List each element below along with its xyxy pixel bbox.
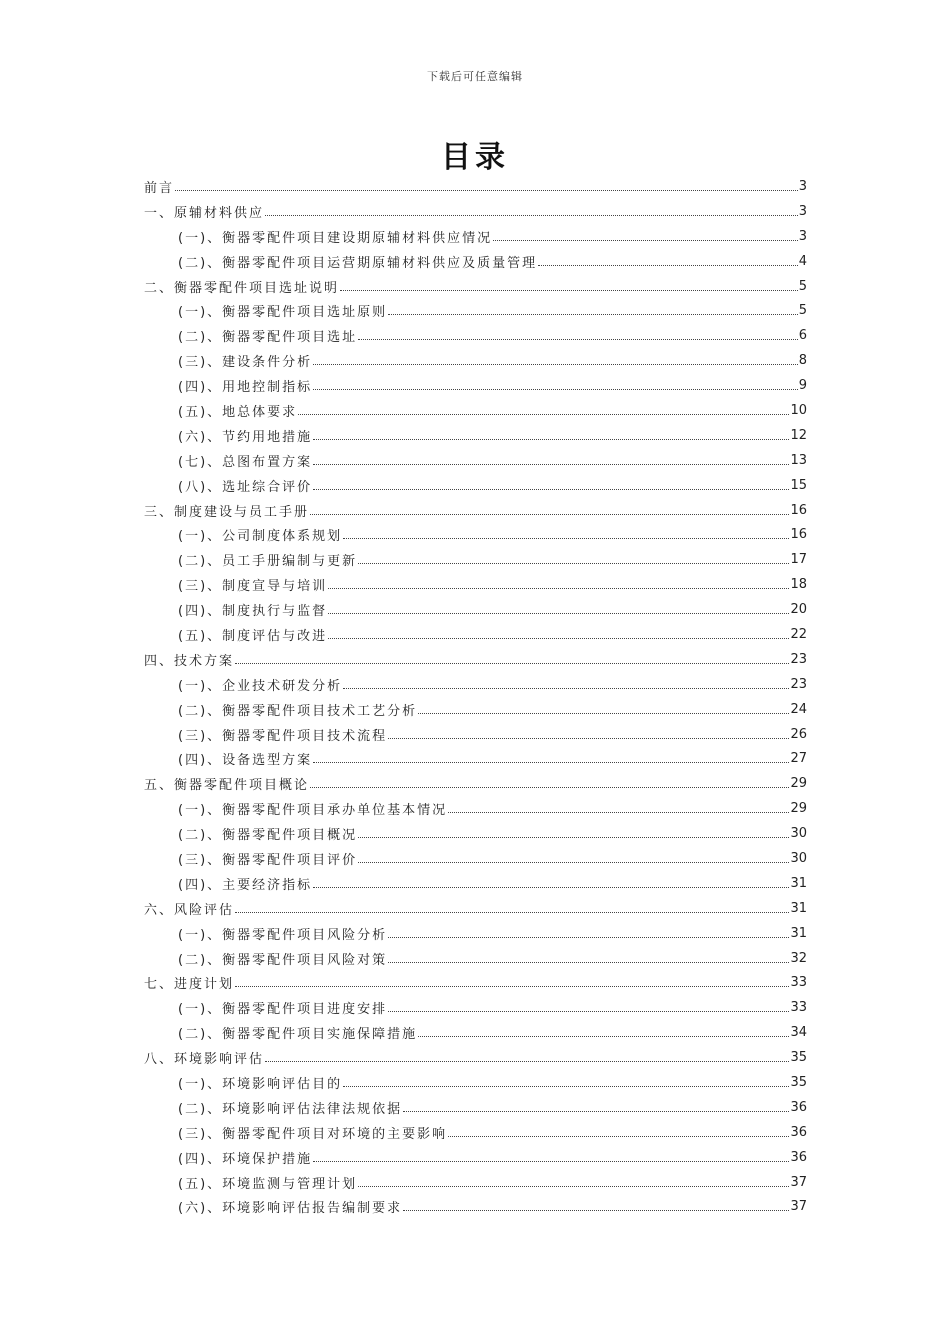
toc-entry-label: (二)、衡器零配件项目选址 — [178, 330, 358, 346]
toc-entry-label: (二)、衡器零配件项目风险对策 — [178, 952, 388, 968]
toc-entry-page: 15 — [790, 477, 807, 493]
toc-entry-label: (五)、制度评估与改进 — [178, 628, 328, 644]
toc-entry-label: 四、技术方案 — [144, 653, 235, 669]
toc-entry[interactable] — [144, 398, 807, 423]
toc-entry-label: (二)、衡器零配件项目概况 — [178, 828, 358, 844]
toc-leader-dots — [358, 339, 798, 340]
toc-entry-page: 36 — [790, 1149, 807, 1165]
toc-entry[interactable] — [144, 323, 807, 348]
toc-entry-page: 3 — [798, 178, 807, 194]
page-title: 目录 — [441, 140, 509, 175]
toc-leader-dots — [343, 538, 789, 539]
toc-leader-dots — [175, 190, 798, 191]
toc-leader-dots — [313, 887, 789, 888]
toc-entry-label: (一)、衡器零配件项目承办单位基本情况 — [178, 803, 448, 819]
toc-entry[interactable] — [144, 473, 807, 498]
toc-leader-dots — [310, 787, 789, 788]
toc-entry-page: 16 — [790, 527, 807, 543]
toc-leader-dots — [418, 713, 789, 714]
toc-entry-label: 一、原辅材料供应 — [144, 205, 265, 221]
toc-leader-dots — [313, 1161, 789, 1162]
toc-leader-dots — [343, 688, 789, 689]
toc-entry-page: 33 — [790, 1000, 807, 1016]
toc-leader-dots — [358, 1186, 789, 1187]
toc-leader-dots — [403, 1210, 789, 1211]
toc-leader-dots — [343, 1086, 789, 1087]
toc-entry-page: 9 — [798, 378, 807, 394]
toc-entry-label: (八)、选址综合评价 — [178, 479, 313, 495]
toc-entry[interactable] — [144, 697, 807, 722]
toc-entry-page: 33 — [790, 975, 807, 991]
toc-entry[interactable] — [144, 274, 807, 299]
toc-leader-dots — [235, 912, 789, 913]
toc-leader-dots — [388, 962, 789, 963]
toc-entry-page: 30 — [790, 826, 807, 842]
toc-entry[interactable] — [144, 1120, 807, 1145]
toc-entry[interactable] — [144, 348, 807, 373]
toc-entry-page: 5 — [798, 303, 807, 319]
toc-entry-page: 30 — [790, 850, 807, 866]
toc-leader-dots — [310, 514, 789, 515]
toc-entry-page: 23 — [790, 676, 807, 692]
toc-entry[interactable] — [144, 871, 807, 896]
toc-entry-label: (七)、总图布置方案 — [178, 454, 313, 470]
toc-entry-label: (三)、建设条件分析 — [178, 355, 313, 371]
toc-entry-label: (一)、衡器零配件项目选址原则 — [178, 305, 388, 321]
toc-entry-page: 12 — [790, 427, 807, 443]
toc-leader-dots — [235, 986, 789, 987]
toc-entry-page: 31 — [790, 875, 807, 891]
toc-entry[interactable] — [144, 896, 807, 921]
toc-leader-dots — [328, 588, 789, 589]
toc-leader-dots — [538, 265, 798, 266]
toc-entry-page: 8 — [798, 353, 807, 369]
toc-entry[interactable] — [144, 971, 807, 996]
toc-entry-page: 31 — [790, 925, 807, 941]
toc-leader-dots — [403, 1111, 789, 1112]
toc-entry-page: 31 — [790, 900, 807, 916]
toc-entry[interactable] — [144, 423, 807, 448]
toc-leader-dots — [418, 1036, 789, 1037]
toc-leader-dots — [313, 364, 798, 365]
toc-entry-label: (二)、衡器零配件项目实施保障措施 — [178, 1027, 418, 1043]
toc-entry-page: 16 — [790, 502, 807, 518]
toc-entry-page: 26 — [790, 726, 807, 742]
toc-entry-label: 八、环境影响评估 — [144, 1052, 265, 1068]
toc-entry-page: 23 — [790, 651, 807, 667]
toc-entry-page: 17 — [790, 552, 807, 568]
toc-entry[interactable] — [144, 373, 807, 398]
toc-entry[interactable] — [144, 448, 807, 473]
toc-leader-dots — [265, 215, 798, 216]
toc-entry-label: (二)、员工手册编制与更新 — [178, 554, 358, 570]
toc-entry-page: 37 — [790, 1199, 807, 1215]
toc-entry-page: 34 — [790, 1025, 807, 1041]
toc-entry-label: (三)、衡器零配件项目评价 — [178, 852, 358, 868]
toc-entry[interactable] — [144, 1045, 807, 1070]
toc-entry[interactable] — [144, 174, 807, 199]
toc-entry-label: 三、制度建设与员工手册 — [144, 504, 310, 520]
toc-entry[interactable] — [144, 995, 807, 1020]
toc-entry-label: (五)、地总体要求 — [178, 404, 298, 420]
toc-entry[interactable] — [144, 1145, 807, 1170]
toc-leader-dots — [493, 240, 798, 241]
toc-leader-dots — [358, 563, 789, 564]
toc-entry[interactable] — [144, 1195, 807, 1220]
toc-entry-label: (一)、衡器零配件项目建设期原辅材料供应情况 — [178, 230, 493, 246]
toc-entry-label: (二)、衡器零配件项目运营期原辅材料供应及质量管理 — [178, 255, 538, 271]
toc-entry-page: 36 — [790, 1099, 807, 1115]
toc-entry[interactable] — [144, 249, 807, 274]
toc-entry-label: (六)、节约用地措施 — [178, 429, 313, 445]
toc-entry-label: (四)、用地控制指标 — [178, 380, 313, 396]
toc-leader-dots — [388, 937, 789, 938]
toc-entry[interactable] — [144, 821, 807, 846]
toc-entry-label: 五、衡器零配件项目概论 — [144, 778, 310, 794]
toc-entry-label: (一)、公司制度体系规划 — [178, 529, 343, 545]
toc-entry-page: 29 — [790, 776, 807, 792]
toc-entry-label: (一)、衡器零配件项目风险分析 — [178, 927, 388, 943]
toc-entry-page: 24 — [790, 701, 807, 717]
toc-leader-dots — [313, 464, 789, 465]
toc-entry[interactable] — [144, 1095, 807, 1120]
toc-entry[interactable] — [144, 1170, 807, 1195]
toc-leader-dots — [313, 762, 789, 763]
toc-entry-label: (四)、环境保护措施 — [178, 1151, 313, 1167]
toc-leader-dots — [388, 738, 789, 739]
toc-entry[interactable] — [144, 498, 807, 523]
toc-entry-page: 5 — [798, 278, 807, 294]
toc-entry[interactable] — [144, 746, 807, 771]
toc-entry-page: 20 — [790, 602, 807, 618]
toc-entry[interactable] — [144, 298, 807, 323]
toc-entry-label: (六)、环境影响评估报告编制要求 — [178, 1201, 403, 1217]
toc-leader-dots — [388, 1011, 789, 1012]
toc-entry[interactable] — [144, 946, 807, 971]
toc-entry-label: 六、风险评估 — [144, 902, 235, 918]
toc-entry-label: (一)、企业技术研发分析 — [178, 678, 343, 694]
toc-entry[interactable] — [144, 771, 807, 796]
toc-entry[interactable] — [144, 722, 807, 747]
toc-entry-page: 22 — [790, 626, 807, 642]
toc-leader-dots — [265, 1061, 789, 1062]
toc-entry[interactable] — [144, 1070, 807, 1095]
toc-leader-dots — [448, 812, 789, 813]
toc-entry-label: 前言 — [144, 180, 175, 196]
toc-entry-page: 3 — [798, 203, 807, 219]
header-note: 下载后可任意编辑 — [427, 70, 523, 83]
toc-entry-page: 18 — [790, 577, 807, 593]
table-of-contents — [144, 174, 807, 1219]
toc-entry-label: (一)、环境影响评估目的 — [178, 1077, 343, 1092]
toc-entry-label: 二、衡器零配件项目选址说明 — [144, 280, 340, 296]
toc-leader-dots — [313, 389, 798, 390]
toc-entry-label: (三)、衡器零配件项目技术流程 — [178, 728, 388, 744]
toc-entry-label: (一)、衡器零配件项目进度安排 — [178, 1002, 388, 1018]
toc-entry[interactable] — [144, 921, 807, 946]
toc-entry-page: 4 — [798, 253, 807, 269]
toc-entry-page: 6 — [798, 328, 807, 344]
toc-entry-page: 13 — [790, 452, 807, 468]
toc-entry-page: 35 — [790, 1075, 807, 1090]
toc-leader-dots — [448, 1136, 789, 1137]
toc-entry[interactable] — [144, 224, 807, 249]
toc-entry[interactable] — [144, 522, 807, 547]
toc-entry[interactable] — [144, 672, 807, 697]
toc-entry-page: 27 — [790, 751, 807, 767]
toc-entry[interactable] — [144, 1020, 807, 1045]
toc-entry-label: (四)、主要经济指标 — [178, 877, 313, 893]
toc-entry-page: 36 — [790, 1124, 807, 1140]
toc-entry-label: (三)、衡器零配件项目对环境的主要影响 — [178, 1126, 448, 1142]
toc-entry[interactable] — [144, 547, 807, 572]
toc-leader-dots — [388, 314, 798, 315]
toc-entry-label: (三)、制度宣导与培训 — [178, 579, 328, 595]
toc-entry-label: (四)、制度执行与监督 — [178, 604, 328, 620]
toc-entry[interactable] — [144, 846, 807, 871]
toc-entry-page: 10 — [790, 402, 807, 418]
toc-leader-dots — [235, 663, 789, 664]
toc-entry[interactable] — [144, 622, 807, 647]
toc-leader-dots — [358, 862, 789, 863]
toc-entry-page: 29 — [790, 801, 807, 817]
toc-entry[interactable] — [144, 647, 807, 672]
toc-leader-dots — [328, 613, 789, 614]
toc-entry-page: 3 — [798, 228, 807, 244]
toc-leader-dots — [313, 439, 789, 440]
toc-entry-page: 37 — [790, 1174, 807, 1190]
toc-leader-dots — [313, 489, 789, 490]
toc-entry[interactable] — [144, 199, 807, 224]
toc-leader-dots — [340, 290, 798, 291]
toc-entry-label: (五)、环境监测与管理计划 — [178, 1176, 358, 1192]
toc-leader-dots — [358, 837, 789, 838]
toc-entry[interactable] — [144, 572, 807, 597]
toc-leader-dots — [328, 638, 789, 639]
toc-entry-page: 35 — [790, 1050, 807, 1066]
toc-entry-label: (二)、环境影响评估法律法规依据 — [178, 1101, 403, 1117]
toc-entry-label: (四)、设备选型方案 — [178, 753, 313, 769]
toc-entry-label: 七、进度计划 — [144, 977, 235, 993]
toc-leader-dots — [298, 414, 789, 415]
toc-entry-label: (二)、衡器零配件项目技术工艺分析 — [178, 703, 418, 719]
toc-entry[interactable] — [144, 796, 807, 821]
toc-entry-page: 32 — [790, 950, 807, 966]
toc-entry[interactable] — [144, 597, 807, 622]
